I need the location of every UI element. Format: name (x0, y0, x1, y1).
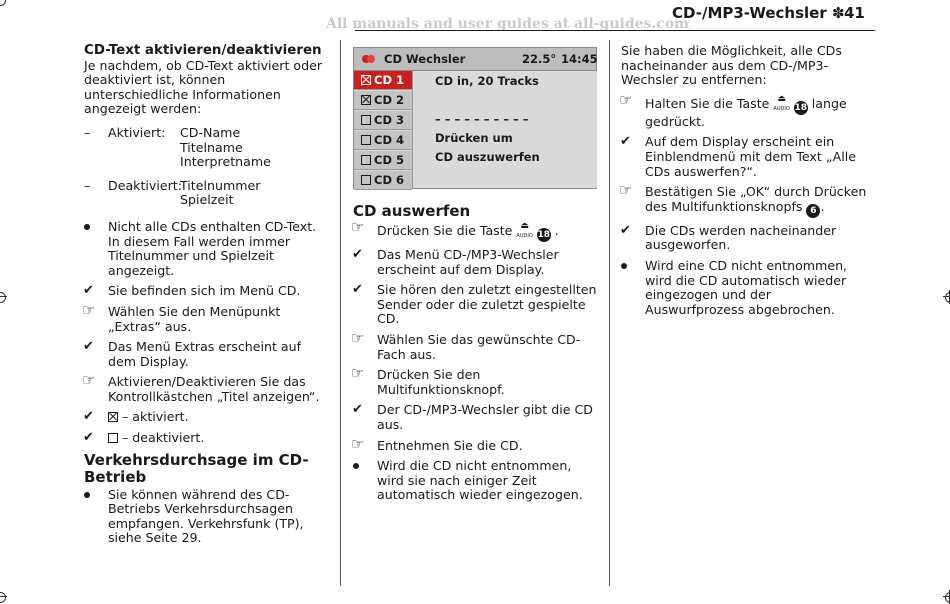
crop-mark-right (943, 290, 950, 304)
eject-icon-label: AUDIO (516, 233, 533, 239)
step-item (353, 439, 598, 454)
def-value: Titelnummer (180, 177, 261, 193)
note-text: Wird eine CD nicht entnommen, wird die CD automatisch wieder eingezogen und der Auswurfprozess abgebrochen. (645, 257, 848, 317)
eject-icon-label: AUDIO (773, 105, 790, 112)
step-item (353, 283, 598, 327)
deactivated-text: – deaktiviert. (118, 430, 205, 446)
display-header (354, 48, 596, 71)
unchecked-box-icon (361, 115, 371, 125)
def-value: CD-Name (180, 124, 241, 140)
header-rule (355, 30, 875, 31)
checkmark-icon (621, 224, 645, 253)
step-item (621, 185, 867, 218)
step-item (353, 248, 598, 277)
pointing-hand-icon (353, 222, 377, 242)
note-text: Sie können während des CD-Betriebs Verkehrsdurchsagen empfangen. Verkehrsfunk (TP), siehe Seite 29. (108, 486, 304, 546)
section-title-traffic: Verkehrsdurchsage im CD-Betrieb (84, 450, 309, 486)
def-value: Interpretname (180, 154, 271, 170)
step-item (84, 340, 330, 369)
step-text: Der CD-/MP3-Wechsler gibt die CD aus. (377, 402, 593, 432)
step-text: Auf dem Display erscheint ein Einblendmenü mit dem Text „Alle CDs auswerfen?“. (645, 134, 856, 179)
step-item (621, 135, 867, 179)
eject-icon: ⏏ AUDIO (773, 93, 790, 112)
display-title: CD Wechsler (384, 52, 466, 66)
unchecked-box-icon (361, 135, 371, 145)
cd-slot-label: CD 5 (374, 153, 404, 167)
checkmark-icon (353, 283, 377, 327)
step-text-post: . (820, 198, 825, 214)
column-right (621, 44, 867, 317)
button-number-badge: 18 (537, 230, 551, 240)
def-value: Spielzeit (180, 192, 234, 208)
step-text (108, 431, 330, 446)
def-value: Titelname (180, 139, 243, 155)
step-item (621, 95, 867, 130)
cd-slot-1[interactable] (354, 71, 412, 90)
eject-icon: ⏏ AUDIO (516, 221, 533, 239)
display-info-panel (412, 71, 597, 188)
step-text-post: lange gedrückt. (645, 95, 847, 129)
step-text: Wählen Sie das gewünschte CD-Fach aus. (377, 331, 581, 362)
def-values (180, 126, 330, 170)
unchecked-box-icon (361, 175, 371, 185)
checkmark-icon (621, 135, 645, 179)
pointing-hand-icon (353, 333, 377, 362)
bullet-icon (353, 459, 377, 503)
column-divider-left (340, 40, 341, 586)
definition-deactivated (84, 179, 330, 208)
intro-text: Sie haben die Möglichkeit, alle CDs nacheinander aus dem CD-/MP3-Wechsler zu entfernen: (621, 43, 842, 88)
cd-slot-3[interactable] (354, 111, 412, 130)
note-text: Wird die CD nicht entnommen, wird sie nach einiger Zeit automatisch wieder eingezogen. (377, 458, 583, 503)
bullet-icon (621, 259, 645, 317)
step-item (84, 284, 330, 299)
checkmark-icon (84, 431, 108, 446)
crop-mark-bottom-left (0, 590, 7, 604)
step-text: Das Menü Extras erscheint auf dem Display. (108, 339, 302, 369)
button-number-badge: 18 (794, 102, 808, 113)
step-item (84, 431, 330, 446)
cd-slot-list (354, 71, 412, 191)
pointing-hand-icon (353, 439, 377, 454)
intro-text: Je nachdem, ob CD-Text aktiviert oder deaktiviert ist, können unterschiedliche Informationen angezeigt werden: (84, 57, 323, 117)
cd-slot-6[interactable] (354, 171, 412, 190)
section-title-eject: CD auswerfen (353, 202, 471, 220)
cd-slot-label: CD 2 (374, 93, 404, 107)
cd-slot-5[interactable] (354, 151, 412, 170)
step-text: Sie befinden sich im Menü CD. (108, 283, 301, 299)
step-item (353, 222, 598, 242)
display-time: 14:45 (561, 52, 598, 66)
watermark: All manuals and user guides at all-guides.com (326, 16, 689, 32)
checkmark-icon (84, 410, 108, 425)
bullet-icon (84, 220, 108, 278)
step-text-pre: Halten Sie die Taste (645, 95, 774, 111)
step-item (353, 403, 598, 432)
checked-box-icon (108, 412, 118, 422)
column-divider-right (609, 40, 610, 586)
checkmark-icon (84, 284, 108, 299)
step-item (84, 375, 330, 404)
cd-slot-label: CD 3 (374, 113, 404, 127)
checked-box-icon (361, 75, 371, 85)
display-line-tracks: CD in, 20 Tracks (435, 74, 539, 88)
step-text-pre: Drücken Sie die Taste (377, 223, 517, 238)
note-item (84, 220, 330, 278)
column-left (84, 44, 330, 546)
crop-mark-bottom-right (943, 590, 950, 604)
cd-changer-display (353, 47, 597, 189)
note-item (84, 488, 330, 546)
step-item (621, 224, 867, 253)
pointing-hand-icon (84, 375, 108, 404)
step-text: Wählen Sie den Menüpunkt „Extras“ aus. (108, 303, 281, 334)
step-item (353, 333, 598, 362)
bullet-icon (84, 488, 108, 546)
step-text (645, 185, 867, 218)
def-dash: – (84, 124, 91, 140)
checkmark-icon (84, 340, 108, 369)
cd-slot-label: CD 4 (374, 133, 404, 147)
note-text: Nicht alle CDs enthalten CD-Text. In diesem Fall werden immer Titelnummer und Spielzeit angezeigt. (108, 218, 317, 278)
step-item (84, 305, 330, 334)
disc-icon (362, 53, 376, 65)
step-item (84, 410, 330, 425)
step-text: Sie hören den zuletzt eingestellten Sender oder die zuletzt gespielte CD. (377, 282, 597, 327)
def-key: Aktiviert: (108, 124, 166, 140)
pointing-hand-icon (621, 95, 645, 130)
cd-slot-2[interactable] (354, 91, 412, 110)
checked-box-icon (361, 95, 371, 105)
step-text (108, 410, 330, 425)
display-line-dashes: – – – – – – – – – – (435, 112, 529, 126)
cd-slot-label: CD 1 (374, 73, 404, 87)
page-number: 41 (844, 4, 865, 22)
def-key: Deaktiviert: (108, 177, 182, 193)
step-text: Drücken Sie den Multifunktionsknopf. (377, 367, 505, 397)
page-header-title: CD-/MP3-Wechsler ✽ (672, 4, 845, 22)
display-line-eject: CD auszuwerfen (435, 150, 540, 164)
pointing-hand-icon (621, 185, 645, 218)
checkmark-icon (353, 248, 377, 277)
step-text (377, 222, 598, 242)
display-temperature: 22.5° (522, 52, 557, 66)
definition-activated (84, 126, 330, 170)
step-text (645, 95, 867, 130)
note-item (621, 259, 867, 317)
column-middle (353, 47, 598, 503)
activated-text: – aktiviert. (118, 409, 189, 425)
pointing-hand-icon (84, 305, 108, 334)
step-text-pre: Bestätigen Sie „OK“ durch Drücken des Multifunktionsknopfs (645, 184, 867, 214)
step-text: Aktivieren/Deaktivieren Sie das Kontrollkästchen „Titel anzeigen“. (108, 374, 320, 404)
note-item (353, 459, 598, 503)
step-item (353, 368, 598, 397)
knob-number-badge: 6 (806, 204, 820, 218)
step-text-post: . (550, 223, 559, 238)
def-values (180, 179, 330, 208)
crop-mark-top-left (0, 0, 7, 7)
cd-slot-label: CD 6 (374, 173, 404, 187)
cd-slot-4[interactable] (354, 131, 412, 150)
def-dash: – (84, 177, 91, 193)
display-line-press: Drücken um (435, 131, 513, 145)
step-text: Die CDs werden nacheinander ausgeworfen. (645, 222, 837, 253)
checkmark-icon (353, 403, 377, 432)
pointing-hand-icon (353, 368, 377, 397)
crop-mark-left (0, 290, 7, 304)
unchecked-box-icon (361, 155, 371, 165)
step-text: Das Menü CD-/MP3-Wechsler erscheint auf dem Display. (377, 247, 559, 277)
unchecked-box-icon (108, 433, 118, 443)
step-text: Entnehmen Sie die CD. (377, 437, 523, 453)
subhead-cd-text: CD-Text aktivieren/deaktivieren (84, 43, 322, 58)
